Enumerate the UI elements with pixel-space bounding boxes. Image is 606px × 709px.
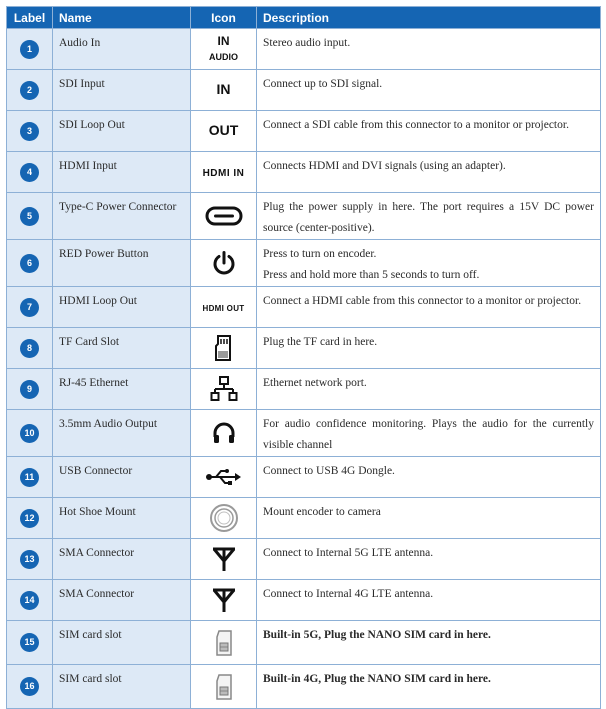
row-description: Press to turn on encoder. [263, 248, 377, 260]
table-row [7, 29, 601, 70]
row-number-badge: 16 [20, 677, 39, 696]
row-name: SMA Connector [53, 539, 191, 580]
row-description: Plug the power supply in here. The port requires a 15V DC power source (center-positive). [257, 193, 601, 240]
antenna-icon [210, 586, 238, 614]
row-name: TF Card Slot [53, 328, 191, 369]
header-name: Name [53, 7, 191, 29]
row-description: For audio confidence monitoring. Plays the audio for the currently visible channel [257, 410, 601, 457]
table-row [7, 111, 601, 152]
row-number-badge: 14 [20, 591, 39, 610]
network-icon [210, 375, 238, 403]
row-description: Connect to Internal 4G LTE antenna. [257, 580, 601, 621]
table-row [7, 193, 601, 240]
table-row [7, 580, 601, 621]
row-name: SDI Input [53, 70, 191, 111]
table-row [7, 410, 601, 457]
row-number-badge: 6 [20, 254, 39, 273]
row-name: RJ-45 Ethernet [53, 369, 191, 410]
row-number-badge: 12 [20, 509, 39, 528]
connector-table [6, 6, 601, 709]
sd-card-icon [213, 334, 235, 362]
row-description: Stereo audio input. [257, 29, 601, 70]
table-row [7, 665, 601, 709]
audio-in-icon: IN AUDIO [209, 34, 238, 62]
usb-c-icon [205, 205, 243, 227]
row-description: Mount encoder to camera [257, 498, 601, 539]
row-name: Type-C Power Connector [53, 193, 191, 240]
hdmi-out-icon: HDMI OUT [202, 304, 245, 313]
row-description: Connect a HDMI cable from this connector to a monitor or projector. [257, 287, 601, 328]
row-name: HDMI Loop Out [53, 287, 191, 328]
sdi-in-icon: IN [216, 81, 231, 97]
table-row [7, 287, 601, 328]
table-row [7, 539, 601, 580]
table-row [7, 328, 601, 369]
table-row [7, 369, 601, 410]
header-label: Label [7, 7, 53, 29]
row-number-badge: 1 [20, 40, 39, 59]
row-description: Ethernet network port. [257, 369, 601, 410]
sim-card-icon [213, 629, 235, 657]
row-name: 3.5mm Audio Output [53, 410, 191, 457]
row-description: Plug the TF card in here. [257, 328, 601, 369]
row-name: Hot Shoe Mount [53, 498, 191, 539]
row-number-badge: 11 [20, 468, 39, 487]
headphones-icon [211, 420, 237, 446]
row-name: SMA Connector [53, 580, 191, 621]
row-name: HDMI Input [53, 152, 191, 193]
row-description: Connect to USB 4G Dongle. [257, 457, 601, 498]
usb-icon [205, 467, 243, 487]
row-description: Connect to Internal 5G LTE antenna. [257, 539, 601, 580]
row-description: Connects HDMI and DVI signals (using an adapter). [257, 152, 601, 193]
hot-shoe-icon [209, 503, 239, 533]
header-description: Description [257, 7, 601, 29]
row-name: USB Connector [53, 457, 191, 498]
row-description: Connect up to SDI signal. [257, 70, 601, 111]
sdi-out-icon: OUT [208, 122, 239, 138]
table-row [7, 498, 601, 539]
row-description: Built-in 4G, Plug the NANO SIM card in here. [257, 665, 601, 709]
table-row [7, 621, 601, 665]
antenna-icon [210, 545, 238, 573]
row-number-badge: 8 [20, 339, 39, 358]
row-number-badge: 4 [20, 163, 39, 182]
row-name: Audio In [53, 29, 191, 70]
row-description: Connect a SDI cable from this connector to a monitor or projector. [257, 111, 601, 152]
header-icon: Icon [191, 7, 257, 29]
row-number-badge: 9 [20, 380, 39, 399]
row-name: SDI Loop Out [53, 111, 191, 152]
table-row [7, 152, 601, 193]
row-number-badge: 10 [20, 424, 39, 443]
row-description-secondary: Press and hold more than 5 seconds to turn off. [263, 269, 480, 281]
table-row [7, 240, 601, 287]
table-row [7, 457, 601, 498]
row-number-badge: 3 [20, 122, 39, 141]
row-name: RED Power Button [53, 240, 191, 287]
hdmi-in-icon: HDMI IN [202, 168, 245, 179]
row-name: SIM card slot [53, 665, 191, 709]
row-number-badge: 7 [20, 298, 39, 317]
row-description: Built-in 5G, Plug the NANO SIM card in here. [257, 621, 601, 665]
row-number-badge: 15 [20, 633, 39, 652]
row-name: SIM card slot [53, 621, 191, 665]
sim-card-icon [213, 673, 235, 701]
table-row [7, 70, 601, 111]
power-icon [211, 250, 237, 276]
row-number-badge: 5 [20, 207, 39, 226]
row-number-badge: 2 [20, 81, 39, 100]
table-header-row [7, 7, 601, 29]
row-number-badge: 13 [20, 550, 39, 569]
